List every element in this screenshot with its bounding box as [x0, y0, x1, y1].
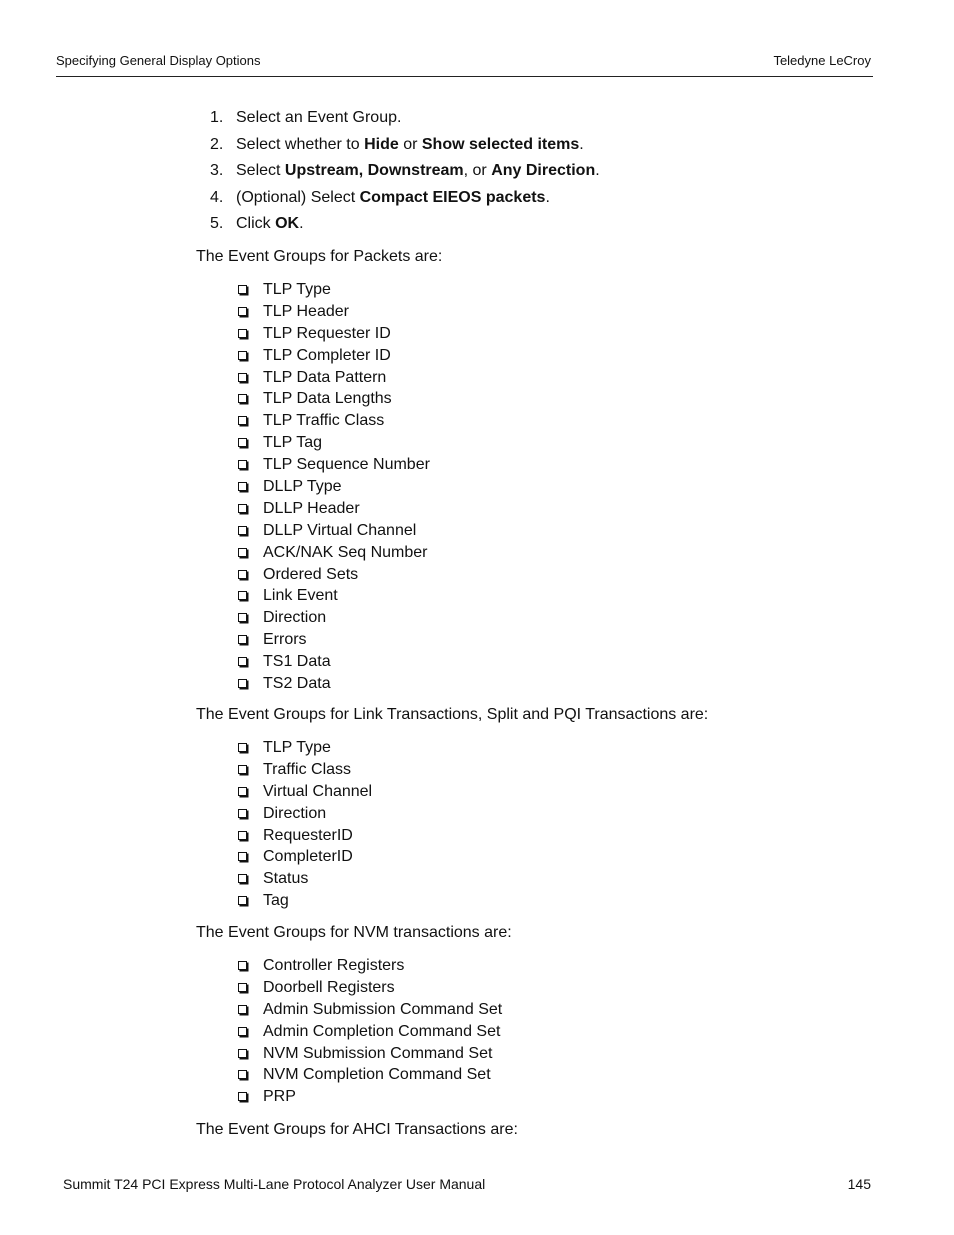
checkbox-bullet-icon — [238, 765, 247, 774]
checkbox-bullet-icon — [238, 504, 247, 513]
list-item-label: Direction — [263, 804, 327, 822]
list-item-label: Doorbell Registers — [263, 978, 395, 996]
list-item-label: TS2 Data — [263, 675, 331, 693]
list-item — [238, 564, 430, 586]
list-item — [238, 999, 502, 1021]
list-item — [238, 651, 430, 673]
checkbox-bullet-icon — [238, 809, 247, 818]
checkbox-bullet-icon — [238, 373, 247, 382]
list-item-label: Tag — [263, 892, 289, 910]
list-item — [238, 1021, 502, 1043]
checkbox-bullet-icon — [238, 635, 247, 644]
checkbox-bullet-icon — [238, 1005, 247, 1014]
checkbox-bullet-icon — [238, 438, 247, 447]
step-item: 2. Select whether to Hide or Show selected items. — [210, 135, 584, 153]
list-item-label: TLP Type — [263, 281, 331, 298]
checkbox-bullet-icon — [238, 743, 247, 752]
checkbox-bullet-icon — [238, 1049, 247, 1058]
checkbox-bullet-icon — [238, 460, 247, 469]
list-item-label: TLP Sequence Number — [263, 456, 430, 474]
list-item — [238, 629, 430, 651]
list-item-label: DLLP Header — [263, 499, 360, 517]
checkbox-bullet-icon — [238, 896, 247, 905]
checkbox-bullet-icon — [238, 526, 247, 535]
checkbox-bullet-icon — [238, 329, 247, 338]
list-item — [238, 323, 430, 345]
checkbox-bullet-icon — [238, 831, 247, 840]
list-item-label: Controller Registers — [263, 957, 405, 974]
list-item — [238, 955, 502, 977]
link-transactions-list — [238, 737, 372, 912]
link-transactions-intro: The Event Groups for Link Transactions, Split and PQI Transactions are: — [196, 706, 709, 723]
list-item-label: Link Event — [263, 587, 338, 605]
list-item-label: Virtual Channel — [263, 782, 373, 800]
list-item-label: Traffic Class — [263, 760, 352, 778]
list-item-label: ACK/NAK Seq Number — [263, 543, 428, 561]
packets-intro: The Event Groups for Packets are: — [196, 248, 443, 265]
header-section-title: Specifying General Display Options — [56, 53, 261, 68]
list-item-label: TLP Type — [263, 739, 331, 756]
page-header — [56, 52, 873, 77]
list-item-label: DLLP Type — [263, 478, 342, 496]
list-item — [238, 607, 430, 629]
list-item — [238, 759, 372, 781]
checkbox-bullet-icon — [238, 852, 247, 861]
list-item-label: TLP Tag — [263, 434, 323, 452]
list-item-label: Ordered Sets — [263, 565, 359, 583]
list-item — [238, 388, 430, 410]
list-item-label: DLLP Virtual Channel — [263, 521, 417, 539]
list-item — [238, 432, 430, 454]
step-item: 4. (Optional) Select Compact EIEOS packets. — [210, 188, 550, 206]
list-item-label: RequesterID — [263, 826, 353, 844]
page-content — [196, 106, 876, 1138]
checkbox-bullet-icon — [238, 570, 247, 579]
list-item — [238, 542, 430, 564]
list-item-label: CompleterID — [263, 848, 353, 866]
list-item-label: Admin Completion Command Set — [263, 1022, 501, 1040]
checkbox-bullet-icon — [238, 657, 247, 666]
ahci-intro: The Event Groups for AHCI Transactions are: — [196, 1121, 518, 1138]
list-item-label: TLP Data Pattern — [263, 368, 387, 386]
list-item-label: Direction — [263, 609, 327, 627]
step-item: 5. Click OK. — [210, 215, 304, 232]
list-item — [238, 977, 502, 999]
checkbox-bullet-icon — [238, 394, 247, 403]
list-item — [238, 301, 430, 323]
header-company: Teledyne LeCroy — [773, 53, 871, 68]
checkbox-bullet-icon — [238, 983, 247, 992]
checkbox-bullet-icon — [238, 548, 247, 557]
list-item-label: PRP — [263, 1088, 296, 1106]
list-item-label: Errors — [263, 631, 307, 649]
checkbox-bullet-icon — [238, 613, 247, 622]
list-item — [238, 454, 430, 476]
checkbox-bullet-icon — [238, 307, 247, 316]
list-item-label: NVM Completion Command Set — [263, 1066, 491, 1084]
footer-manual-title: Summit T24 PCI Express Multi-Lane Protocol Analyzer User Manual — [63, 1176, 486, 1192]
checkbox-bullet-icon — [238, 285, 247, 294]
list-item — [238, 1064, 502, 1086]
steps-list — [196, 106, 876, 239]
checkbox-bullet-icon — [238, 482, 247, 491]
list-item-label: Status — [263, 870, 309, 888]
packets-list — [238, 279, 430, 695]
checkbox-bullet-icon — [238, 787, 247, 796]
checkbox-bullet-icon — [238, 1027, 247, 1036]
list-item — [238, 737, 372, 759]
list-item — [238, 890, 372, 912]
list-item-label: Admin Submission Command Set — [263, 1000, 503, 1018]
nvm-list — [238, 955, 502, 1108]
checkbox-bullet-icon — [238, 591, 247, 600]
list-item — [238, 868, 372, 890]
list-item — [238, 803, 372, 825]
page-number: 145 — [847, 1176, 871, 1192]
list-item-label: TLP Traffic Class — [263, 412, 385, 430]
list-item — [238, 673, 430, 695]
step-item: 3. Select Upstream, Downstream, or Any Direction. — [210, 162, 600, 179]
list-item-label: TLP Header — [263, 302, 349, 320]
checkbox-bullet-icon — [238, 416, 247, 425]
checkbox-bullet-icon — [238, 1092, 247, 1101]
nvm-intro: The Event Groups for NVM transactions are: — [196, 924, 512, 941]
checkbox-bullet-icon — [238, 351, 247, 360]
list-item — [238, 1086, 502, 1108]
list-item — [238, 1043, 502, 1065]
list-item-label: TLP Data Lengths — [263, 390, 392, 408]
list-item — [238, 585, 430, 607]
list-item — [238, 498, 430, 520]
list-item-label: TS1 Data — [263, 653, 331, 671]
list-item-label: TLP Requester ID — [263, 324, 391, 342]
list-item — [238, 520, 430, 542]
list-item — [238, 279, 430, 301]
page-footer — [63, 1176, 871, 1192]
list-item — [238, 476, 430, 498]
list-item-label: NVM Submission Command Set — [263, 1044, 493, 1062]
step-item: 1. Select an Event Group. — [210, 109, 402, 126]
list-item — [238, 367, 430, 389]
list-item — [238, 410, 430, 432]
list-item — [238, 825, 372, 847]
checkbox-bullet-icon — [238, 679, 247, 688]
checkbox-bullet-icon — [238, 874, 247, 883]
list-item — [238, 345, 430, 367]
checkbox-bullet-icon — [238, 961, 247, 970]
checkbox-bullet-icon — [238, 1070, 247, 1079]
list-item — [238, 846, 372, 868]
list-item — [238, 781, 372, 803]
list-item-label: TLP Completer ID — [263, 346, 391, 364]
